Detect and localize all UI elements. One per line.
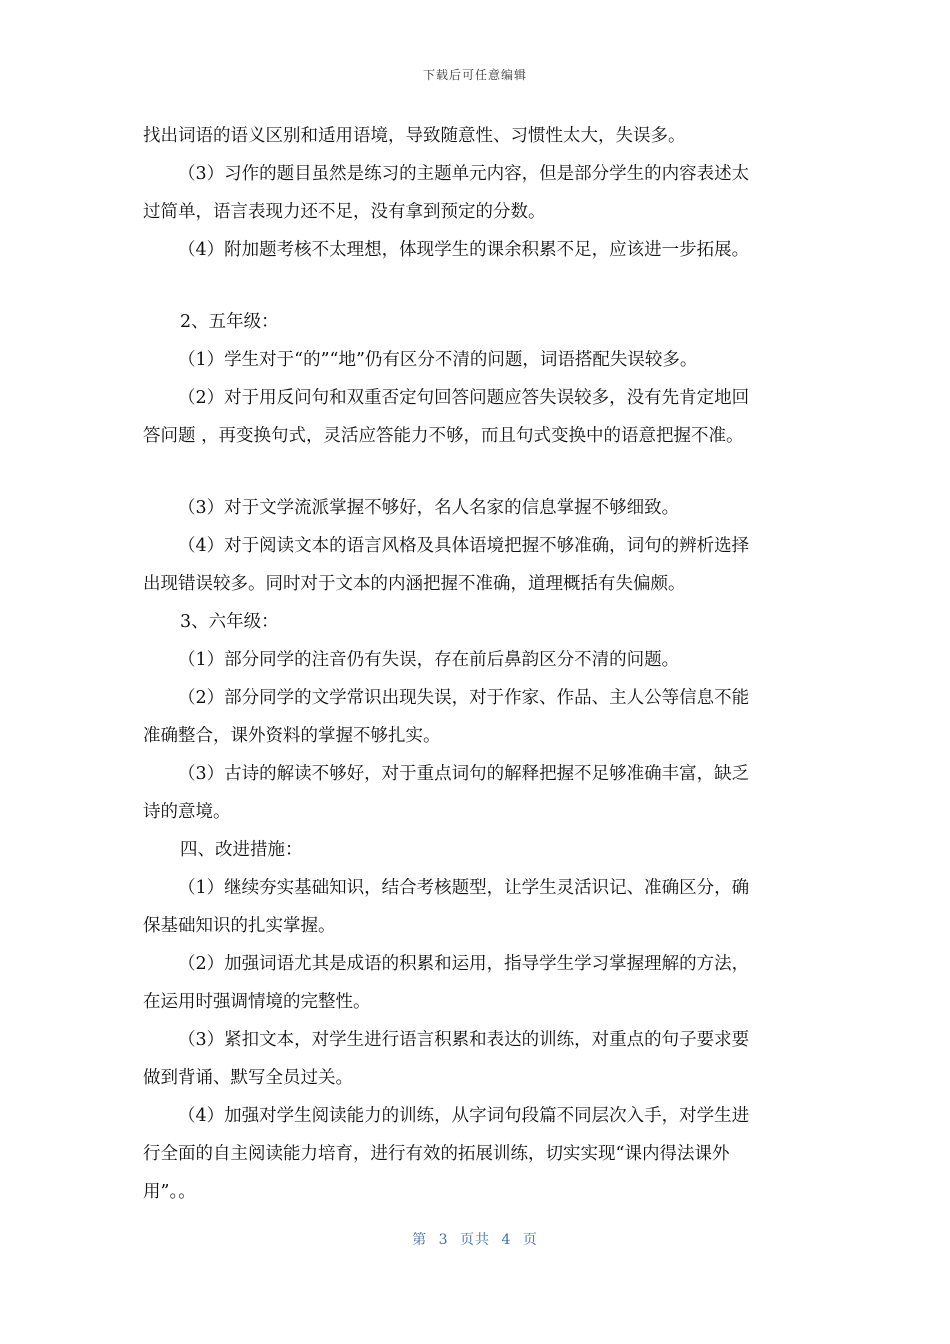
- text-line: （2）加强词语尤其是成语的积累和运用，指导学生学习掌握理解的方法，: [178, 954, 750, 974]
- footer-page-number: 3: [438, 1232, 449, 1248]
- page-header: 下载后可任意编辑: [422, 68, 527, 82]
- footer-middle: 页共: [460, 1232, 490, 1248]
- footer-total-pages: 4: [501, 1232, 512, 1248]
- page-footer: [0, 1229, 950, 1249]
- text-line: 保基础知识的扎实掌握。: [143, 916, 336, 936]
- document-body: [143, 117, 808, 1211]
- text-line: （4）附加题考核不太理想，体现学生的课余积累不足，应该进一步拓展。: [178, 240, 750, 260]
- section-heading: 四、改进措施：: [180, 840, 303, 860]
- section-heading: 2、五年级：: [180, 312, 279, 332]
- text-line: （4）加强对学生阅读能力的训练，从字词句段篇不同层次入手，对学生进: [178, 1106, 750, 1126]
- text-line: （3）紧扣文本，对学生进行语言积累和表达的训练，对重点的句子要求要: [178, 1030, 750, 1050]
- text-line: 行全面的自主阅读能力培育，进行有效的拓展训练，切实实现“课内得法课外: [143, 1144, 730, 1164]
- text-line: 做到背诵、默写全员过关。: [143, 1068, 353, 1088]
- text-line: （1）继续夯实基础知识，结合考核题型，让学生灵活识记、准确区分，确: [178, 878, 750, 898]
- text-line: （2）部分同学的文学常识出现失误，对于作家、作品、主人公等信息不能: [178, 688, 750, 708]
- text-line: （2）对于用反问句和双重否定句回答问题应答失误较多，没有先肯定地回: [178, 388, 750, 408]
- text-line: 在运用时强调情境的完整性。: [143, 992, 371, 1012]
- text-line: 过简单，语言表现力还不足，没有拿到预定的分数。: [143, 202, 546, 222]
- text-line: 答问题 ，再变换句式，灵活应答能力不够，而且句式变换中的语意把握不准。: [143, 426, 744, 446]
- text-line: 诗的意境。: [143, 802, 231, 822]
- text-line: （3）对于文学流派掌握不够好，名人名家的信息掌握不够细致。: [178, 498, 680, 518]
- footer-prefix: 第: [412, 1232, 428, 1248]
- text-line: （4）对于阅读文本的语言风格及具体语境把握不够准确，词句的辨析选择: [178, 536, 750, 556]
- text-line: （1）部分同学的注音仍有失误，存在前后鼻韵区分不清的问题。: [178, 650, 680, 670]
- text-line: （3）习作的题目虽然是练习的主题单元内容，但是部分学生的内容表述太: [178, 164, 750, 184]
- text-line: （3）古诗的解读不够好，对于重点词句的解释把握不足够准确丰富，缺乏: [178, 764, 750, 784]
- footer-suffix: 页: [522, 1232, 538, 1248]
- section-heading: 3、六年级：: [180, 612, 279, 632]
- text-line: （1）学生对于“的”“地”仍有区分不清的问题，词语搭配失误较多。: [178, 350, 698, 370]
- text-line: 准确整合，课外资料的掌握不够扎实。: [143, 726, 441, 746]
- text-line: 找出词语的语义区别和适用语境，导致随意性、习惯性太大，失误多。: [143, 126, 686, 146]
- text-line: 用”。。: [143, 1182, 196, 1202]
- text-line: 出现错误较多。同时对于文本的内涵把握不准确，道理概括有失偏颇。: [143, 574, 686, 594]
